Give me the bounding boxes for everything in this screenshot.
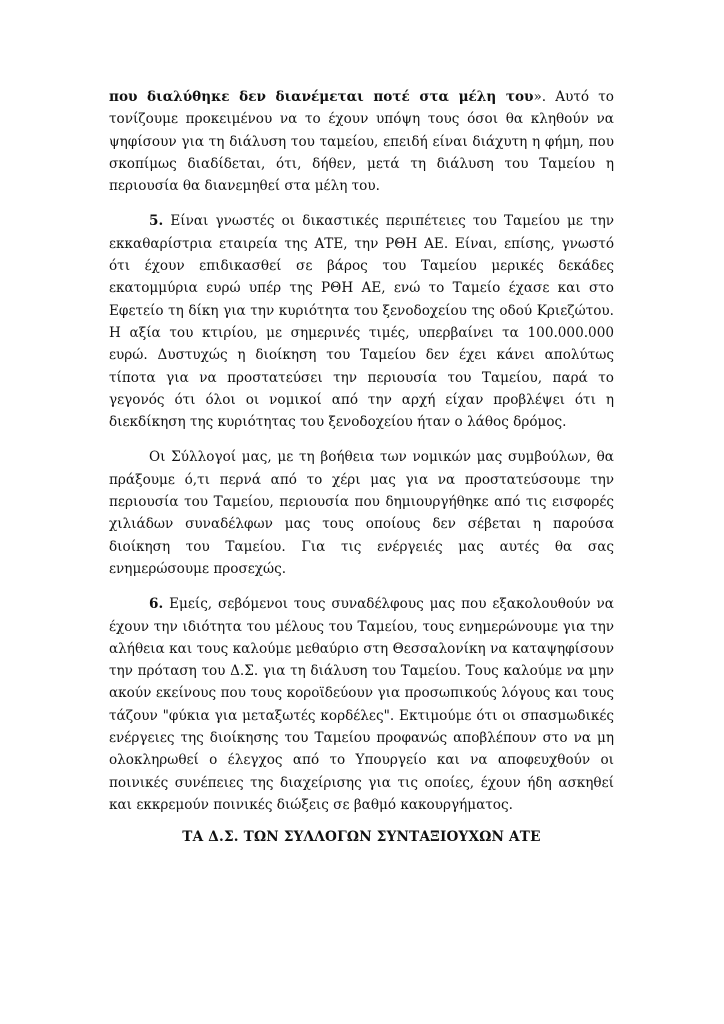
paragraph-text: Εμείς, σεβόμενοι τους συναδέλφους μας που εξακολουθούν να έχουν την ιδιότητα του μέλους του Ταμείου, τους ενημερώνουμε για την αλήθεια και τους καλούμε μεθαύριο στη Θεσσαλονίκη να καταψηφίσουν την πρόταση του Δ.Σ. για τη διάλυση του Ταμείου. Τους καλούμε να μην ακούν εκείνους που τους κοροϊδεύουν για προσωπικούς λόγους και τους τάζουν "φύκια για μεταξωτές κορδέλες". Εκτιμούμε ότι οι σπασμωδικές ενέργειες της διοίκησης του Ταμείου προφανώς αποβλέπουν στο να μη ολοκληρωθεί ο έλεγχος από το Υπουργείο και να αποφευχθούν οι ποινικές συνέπειες της διαχείρισης για τις οποίες, έχουν ήδη ασκηθεί και εκκρεμούν ποινικές διώξεις σε βαθμό κακουργήματος. — [109, 596, 614, 813]
bold-lead-text: που διαλύθηκε δεν διανέμεται ποτέ στα μέλη του — [109, 89, 534, 105]
paragraph-associations — [109, 446, 614, 580]
paragraph-text: Οι Σύλλογοί μας, με τη βοήθεια των νομικών μας συμβούλων, θα πράξουμε ό,τι περνά από το χέρι μας για να προστατεύσουμε την περιουσία του Ταμείου, περιουσία που δημιουργήθηκε από τις εισφορές χιλιάδων συναδέλφων μας τους οποίους δεν σέβεται η παρούσα διοίκηση του Ταμείου. Για τις ενέργειές μας αυτές θα σας ενημερώσουμε προσεχώς. — [109, 449, 614, 577]
paragraph-number: 6. — [149, 596, 164, 613]
paragraph-5 — [109, 210, 614, 433]
paragraph-number: 5. — [149, 213, 164, 230]
paragraph-text: ». Αυτό το τονίζουμε προκειμένου να το έχουν υπόψη τους όσοι θα κληθούν να ψηφίσουν για τη διάλυση του ταμείου, επειδή είναι διάχυτη η φήμη, που σκοπίμως διαδίδεται, ότι, δήθεν, μετά τη διάλυση του Ταμείου η περιουσία θα διανεμηθεί στα μέλη του. — [109, 89, 614, 195]
signature-line: ΤΑ Δ.Σ. ΤΩΝ ΣΥΛΛΟΓΩΝ ΣΥΝΤΑΞΙΟΥΧΩΝ ΑΤΕ — [182, 829, 541, 846]
paragraph-6 — [109, 593, 614, 816]
document-body — [109, 86, 614, 849]
paragraph-text: Είναι γνωστές οι δικαστικές περιπέτειες του Ταμείου με την εκκαθαρίστρια εταιρεία της ΑΤΕ, την ΡΘΗ ΑΕ. Είναι, επίσης, γνωστό ότι έχουν επιδικασθεί σε βάρος του Ταμείου μερικές δεκάδες εκατομμύρια ευρώ υπέρ της ΡΘΗ ΑΕ, ενώ το Ταμείο έχασε και στο Εφετείο τη δίκη για την κυριότητα του ξενοδοχείου της οδού Κριεζώτου. Η αξία του κτιρίου, με σημερινές τιμές, υπερβαίνει τα 100.000.000 ευρώ. Δυστυχώς η διοίκηση του Ταμείου δεν έχει κάνει απολύτως τίποτα για να προστατεύσει την περιουσία του Ταμείου, παρά το γεγονός ότι όλοι οι νομικοί από την αρχή είχαν προβλέψει ότι η διεκδίκηση της κυριότητας του ξενοδοχείου ήταν ο λάθος δρόμος. — [109, 213, 614, 431]
paragraph-continuation — [109, 86, 614, 197]
